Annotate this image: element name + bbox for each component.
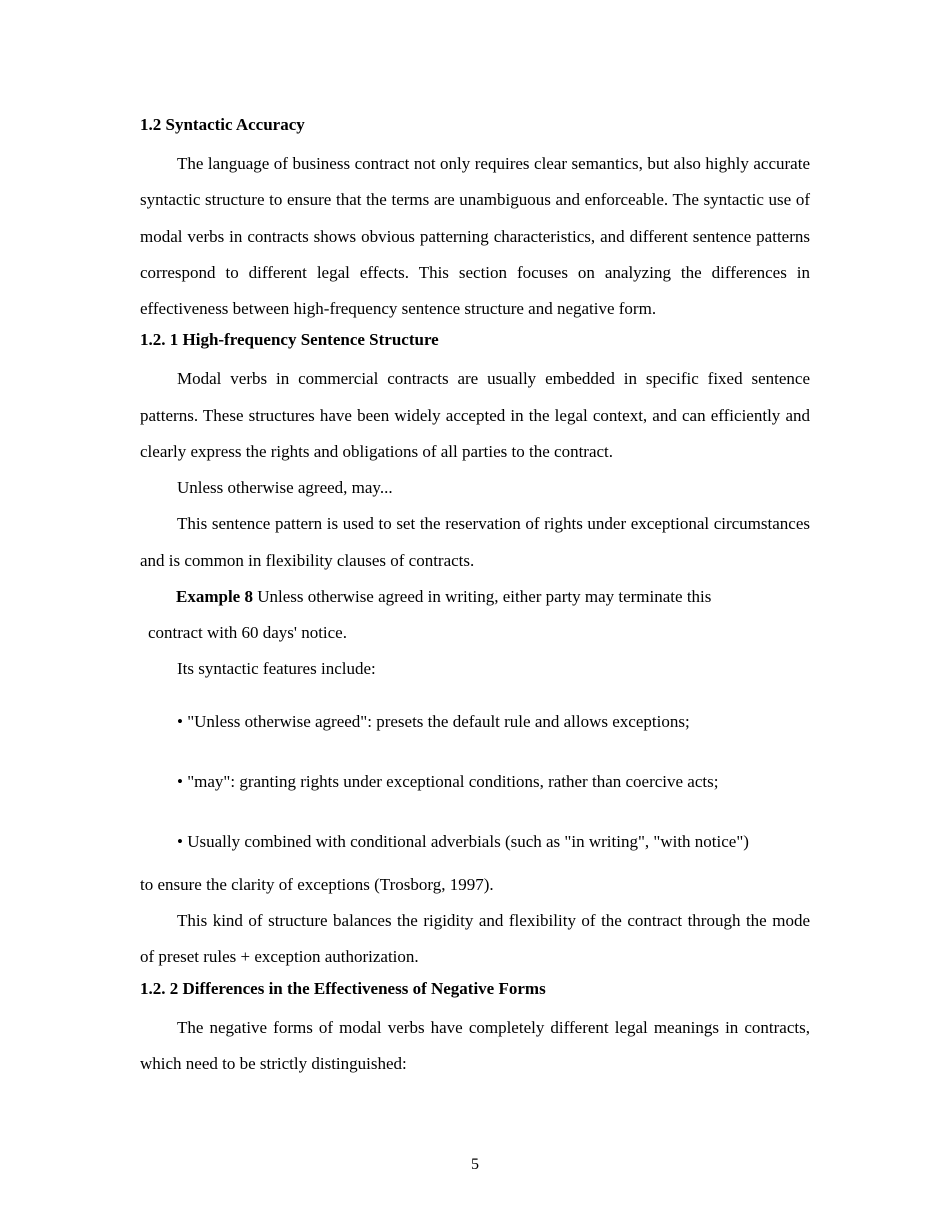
section-1-2-2-intro-paragraph: The negative forms of modal verbs have completely different legal meanings in contracts, which need to be strictly distinguished:: [140, 1017, 810, 1073]
section-heading-1-2-2: 1.2. 2 Differences in the Effectiveness of Negative Forms: [140, 978, 546, 998]
bullet-item-1: • "Unless otherwise agreed": presets the default rule and allows exceptions;: [177, 711, 690, 731]
example-text-line1: Unless otherwise agreed in writing, either party may terminate this: [257, 586, 712, 606]
structure-summary-paragraph: This kind of structure balances the rigidity and flexibility of the contract through the mode of preset rules + exception authorization.: [140, 910, 810, 967]
example-label: Example 8: [176, 586, 253, 606]
section-1-2-intro-paragraph: The language of business contract not only requires clear semantics, but also highly accurate syntactic structure to ensure that the terms are unambiguous and enforceable. The syntactic use of modal verbs in contracts shows obvious patterning characteristics, and different sentence patterns correspond to different legal effects. This section focuses on analyzing the differences in effectiveness between high-frequency sentence structure and negative form.: [140, 154, 810, 319]
section-1-2-1-intro-paragraph: Modal verbs in commercial contracts are usually embedded in specific fixed sentence patterns. These structures have been widely accepted in the legal context, and can efficiently and clearly express the rights and obligations of all parties to the contract.: [140, 369, 810, 462]
bullet-continuation: to ensure the clarity of exceptions (Trosborg, 1997).: [140, 874, 494, 894]
example-8: [140, 579, 810, 651]
section-heading-1-2: 1.2 Syntactic Accuracy: [140, 115, 305, 134]
bullet-item-3: • Usually combined with conditional adverbials (such as "in writing", "with notice"): [177, 831, 749, 851]
page-number: 5: [471, 1156, 479, 1173]
features-intro: Its syntactic features include:: [177, 658, 376, 678]
bullet-item-2: • "may": granting rights under exceptional conditions, rather than coercive acts;: [177, 771, 719, 791]
section-heading-1-2-1: 1.2. 1 High-frequency Sentence Structure: [140, 330, 439, 350]
sentence-pattern-description: This sentence pattern is used to set the reservation of rights under exceptional circumstances and is common in flexibility clauses of contracts.: [140, 514, 810, 570]
sentence-pattern: Unless otherwise agreed, may...: [177, 478, 393, 498]
page-body: [140, 112, 810, 1082]
example-text-line2: contract with 60 days' notice.: [148, 622, 347, 642]
